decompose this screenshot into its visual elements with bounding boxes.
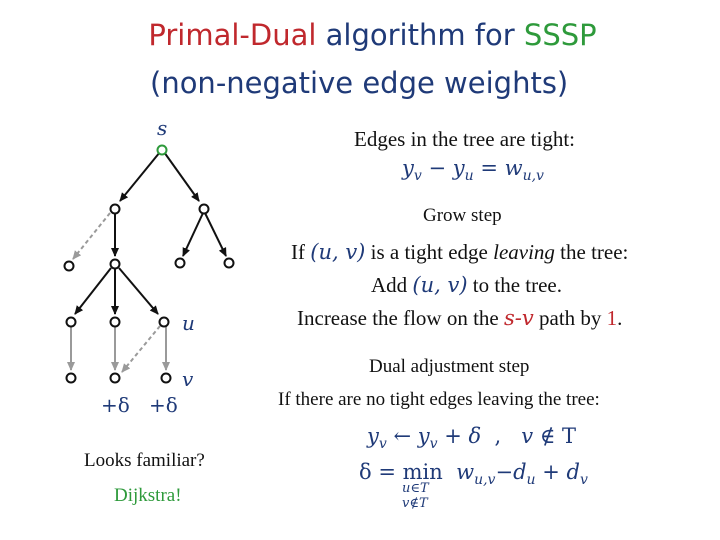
candidate-edge-dashed [122, 326, 160, 372]
candidate-edge-dashed [73, 213, 110, 259]
source-label: s [157, 116, 168, 140]
grow-text: If [291, 240, 311, 264]
tree-edge [120, 152, 160, 201]
tree-edge [164, 152, 199, 201]
dual-equation-1: $y_v$ ← $y_v + \delta$ , v ∉ T [367, 424, 577, 453]
tight-equation [402, 156, 544, 184]
node [65, 262, 74, 271]
grow-text: Add [371, 273, 413, 297]
node [67, 374, 76, 383]
edge-uv: (u, v) [310, 240, 366, 264]
tree-edge [75, 268, 111, 314]
title-primal-dual: Primal-Dual [148, 18, 317, 52]
sv-path: s-v [504, 306, 534, 330]
source-node [158, 146, 167, 155]
slide-subtitle: (non-negative edge weights) [150, 66, 569, 100]
delta-left-label: +δ [101, 393, 130, 417]
tree-node [176, 259, 185, 268]
dual-equation-2: $\delta = \min w_{u,v}-d_u + d_v$ [359, 460, 588, 489]
title-middle: algorithm for [316, 18, 524, 52]
tree-node [67, 318, 76, 327]
grow-heading: Grow step [423, 205, 502, 226]
min-subscript-u: u∈T [402, 481, 429, 496]
tree-node [225, 259, 234, 268]
title-sssp: SSSP [523, 18, 597, 52]
grow-text-leaving: leaving [493, 240, 555, 264]
grow-line-2 [371, 273, 562, 298]
delta-right-label: +δ [149, 393, 178, 417]
eq-y: y [402, 156, 414, 180]
tree-node [111, 205, 120, 214]
dual-heading: Dual adjustment step [369, 356, 530, 377]
grow-text: . [617, 306, 623, 330]
candidate-edges [71, 213, 166, 372]
tree-node [200, 205, 209, 214]
grow-line-1 [291, 240, 628, 265]
eq-sub: v [413, 168, 422, 185]
edge-uv: (u, v) [412, 273, 468, 297]
eq-sub: u,v [522, 168, 544, 185]
node-u [160, 318, 169, 327]
grow-text: is a tight edge [365, 240, 494, 264]
node-v [162, 374, 171, 383]
grow-text: path by [533, 306, 607, 330]
eq-sub: u [464, 168, 474, 185]
dual-line-1: If there are no tight edges leaving the tree: [278, 389, 600, 410]
v-label: v [182, 367, 194, 391]
tree-node [111, 318, 120, 327]
node [111, 374, 120, 383]
tight-heading: Edges in the tree are tight: [354, 127, 576, 151]
grow-text: the tree: [554, 240, 629, 264]
u-label: u [182, 311, 195, 335]
tree-edges [75, 152, 226, 314]
eq-op: = [473, 156, 505, 180]
eq-op: − [421, 156, 453, 180]
min-subscript-v: v∉T [402, 496, 428, 511]
eq-w: w [504, 156, 523, 180]
tree-node [111, 260, 120, 269]
flow-one: 1 [606, 306, 618, 330]
tree-nodes [65, 146, 234, 383]
tree-edge [205, 213, 226, 256]
tree-edge [119, 268, 158, 314]
dijkstra-text: Dijkstra! [114, 485, 182, 506]
eq-y: y [452, 156, 465, 180]
grow-text: Increase the flow on the [297, 306, 504, 330]
looks-familiar-text: Looks familiar? [84, 450, 205, 471]
tree-edge [183, 213, 203, 256]
grow-line-3 [297, 306, 622, 331]
grow-text: to the tree. [467, 273, 563, 297]
